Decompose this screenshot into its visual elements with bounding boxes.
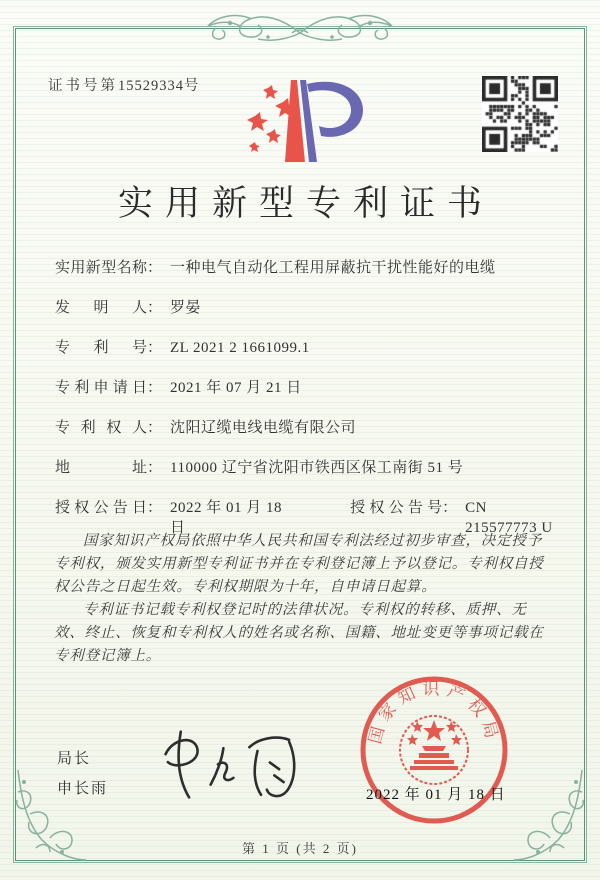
signer-block xyxy=(57,744,108,804)
field-value: 2021 年 07 月 21 日 xyxy=(170,380,302,396)
field-colon: ： xyxy=(147,500,163,516)
field-colon: ： xyxy=(147,340,163,356)
field-colon: ： xyxy=(147,380,163,396)
field-label: 专利权人 xyxy=(55,420,147,436)
field-colon: ： xyxy=(147,260,163,276)
field-label: 发明人 xyxy=(55,300,147,316)
national-emblem-icon xyxy=(407,720,462,770)
certificate-title: 实用新型专利证书 xyxy=(117,184,494,223)
seal-date: 2022 年 01 月 18 日 xyxy=(366,787,506,803)
field-label: 授权公告号 xyxy=(350,500,443,516)
certificate-number-suffix: 号 xyxy=(184,78,202,94)
page-number: 第 1 页 (共 2 页) xyxy=(242,841,358,856)
field-value: ZL 2021 2 1661099.1 xyxy=(170,340,310,356)
certificate-number xyxy=(48,74,202,95)
handwritten-signature-icon xyxy=(137,719,320,813)
legal-paragraph-2: 专利证书记载专利权登记时的法律状况。专利权的转移、质押、无效、终止、恢复和专利权人的姓名或名称、国籍、地址变更等事项记载在专利登记簿上。 xyxy=(54,602,544,664)
top-floral-ornament-icon xyxy=(170,6,430,50)
legal-text xyxy=(54,530,550,668)
cnipa-logo-icon xyxy=(231,74,369,168)
field-colon: ： xyxy=(147,420,163,436)
field-value: 罗晏 xyxy=(170,300,202,316)
field-colon: ： xyxy=(147,460,163,476)
field-colon: ： xyxy=(442,500,458,516)
field-filing-date xyxy=(55,378,555,418)
field-utility-model-name xyxy=(55,258,555,298)
field-label: 地址 xyxy=(55,460,147,476)
signer-name: 申长雨 xyxy=(57,781,109,797)
field-label: 授权公告日 xyxy=(55,500,147,516)
field-address xyxy=(55,458,555,498)
qr-code xyxy=(482,76,558,152)
field-inventor xyxy=(55,298,555,338)
field-value: 一种电气自动化工程用屏蔽抗干扰性能好的电缆 xyxy=(170,260,496,276)
field-value: CN 215577773 U xyxy=(465,500,553,536)
field-value: 110000 辽宁省沈阳市铁西区保工南街 51 号 xyxy=(170,460,464,476)
signer-title: 局长 xyxy=(57,751,92,767)
cnipa-official-seal xyxy=(356,672,512,828)
seal-text: 国家知识产权局 xyxy=(365,679,503,746)
certificate-number-value: 15529334 xyxy=(118,78,184,94)
field-label: 实用新型名称 xyxy=(55,260,147,276)
field-label: 专利号 xyxy=(55,340,147,356)
certificate-fields xyxy=(55,258,555,538)
svg-text:国家知识产权局 xyxy=(365,680,502,746)
field-label: 专利申请日 xyxy=(55,380,147,396)
field-patent-number xyxy=(55,338,555,378)
certificate-number-prefix: 证书号第 xyxy=(48,78,118,94)
field-colon: ： xyxy=(147,300,163,316)
field-patentee xyxy=(55,418,555,458)
field-value: 沈阳辽缆电线电缆有限公司 xyxy=(170,420,357,436)
legal-paragraph-1: 国家知识产权局依照中华人民共和国专利法经过初步审查，决定授予专利权，颁发实用新型专利证书并在专利登记簿上予以登记。专利权自授权公告之日起生效。专利权期限为十年，自申请日起算。 xyxy=(54,533,544,595)
field-value: 2022 年 01 月 18 日 xyxy=(170,500,283,536)
